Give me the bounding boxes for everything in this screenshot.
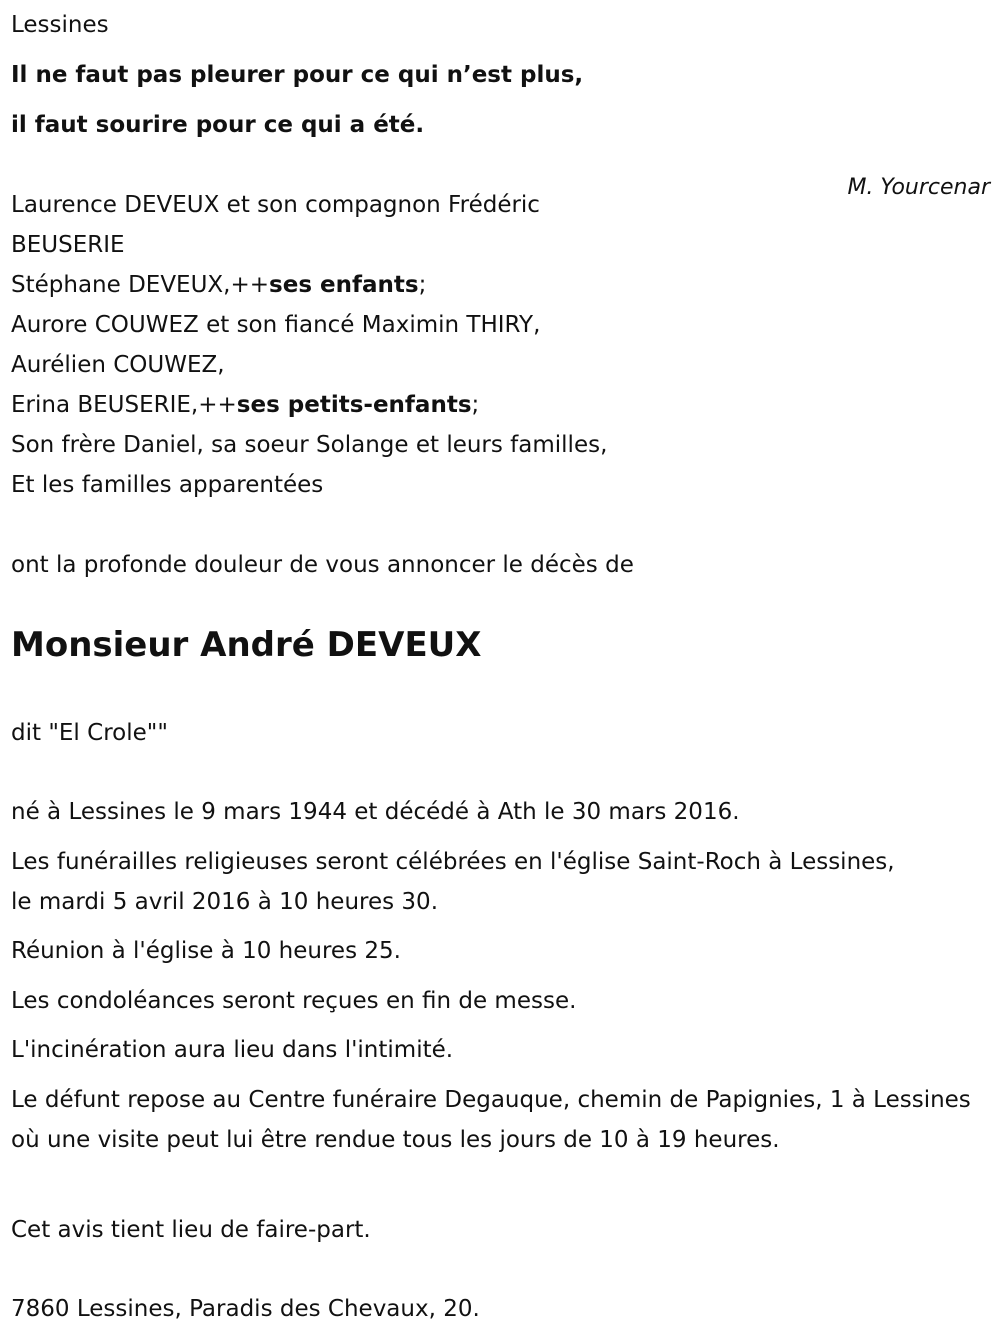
detail-notice: Cet avis tient lieu de faire-part. [11, 1217, 371, 1243]
location: Lessines [11, 12, 109, 38]
family-line: Aurore COUWEZ et son fiancé Maximin THIRY, [11, 312, 541, 338]
punctuation: ; [471, 392, 480, 418]
family-role: ses petits-enfants [236, 392, 472, 418]
quote-line-2: il faut sourire pour ce qui a été. [11, 112, 425, 138]
family-line: Laurence DEVEUX et son compagnon Frédéric [11, 192, 540, 218]
family-text: Erina BEUSERIE,++ [11, 392, 237, 418]
detail-birth-death: né à Lessines le 9 mars 1944 et décédé à Ath le 30 mars 2016. [11, 799, 740, 825]
family-list [11, 185, 640, 505]
address: 7860 Lessines, Paradis des Chevaux, 20. [11, 1296, 480, 1322]
family-line: Aurélien COUWEZ, [11, 352, 225, 378]
nickname: dit "El Crole"" [11, 720, 168, 746]
deceased-name: Monsieur André DEVEUX [11, 625, 482, 665]
detail-cremation: L'incinération aura lieu dans l'intimité. [11, 1037, 454, 1063]
family-line [11, 265, 640, 305]
family-line: BEUSERIE [11, 232, 125, 258]
detail-funeral: Les funérailles religieuses seront célébrées en l'église Saint-Roch à Lessines, le mardi 5 avril 2016 à 10 heures 30. [11, 849, 895, 915]
family-text: Stéphane DEVEUX,++ [11, 272, 270, 298]
detail-rest-place: Le défunt repose au Centre funéraire Degauque, chemin de Papignies, 1 à Lessines où une visite peut lui être rendue tous les jours de 10 à 19 heures. [11, 1087, 971, 1153]
detail-condolences: Les condoléances seront reçues en fin de messe. [11, 988, 577, 1014]
quote-author: M. Yourcenar [847, 175, 990, 200]
detail-meeting: Réunion à l'église à 10 heures 25. [11, 938, 401, 964]
family-line: Et les familles apparentées [11, 472, 324, 498]
quote-line-1: Il ne faut pas pleurer pour ce qui n’est plus, [11, 62, 584, 88]
family-line [11, 385, 640, 425]
family-line: Son frère Daniel, sa soeur Solange et leurs familles, [11, 432, 608, 458]
punctuation: ; [418, 272, 427, 298]
announcement: ont la profonde douleur de vous annoncer le décès de [11, 552, 634, 578]
family-role: ses enfants [269, 272, 419, 298]
